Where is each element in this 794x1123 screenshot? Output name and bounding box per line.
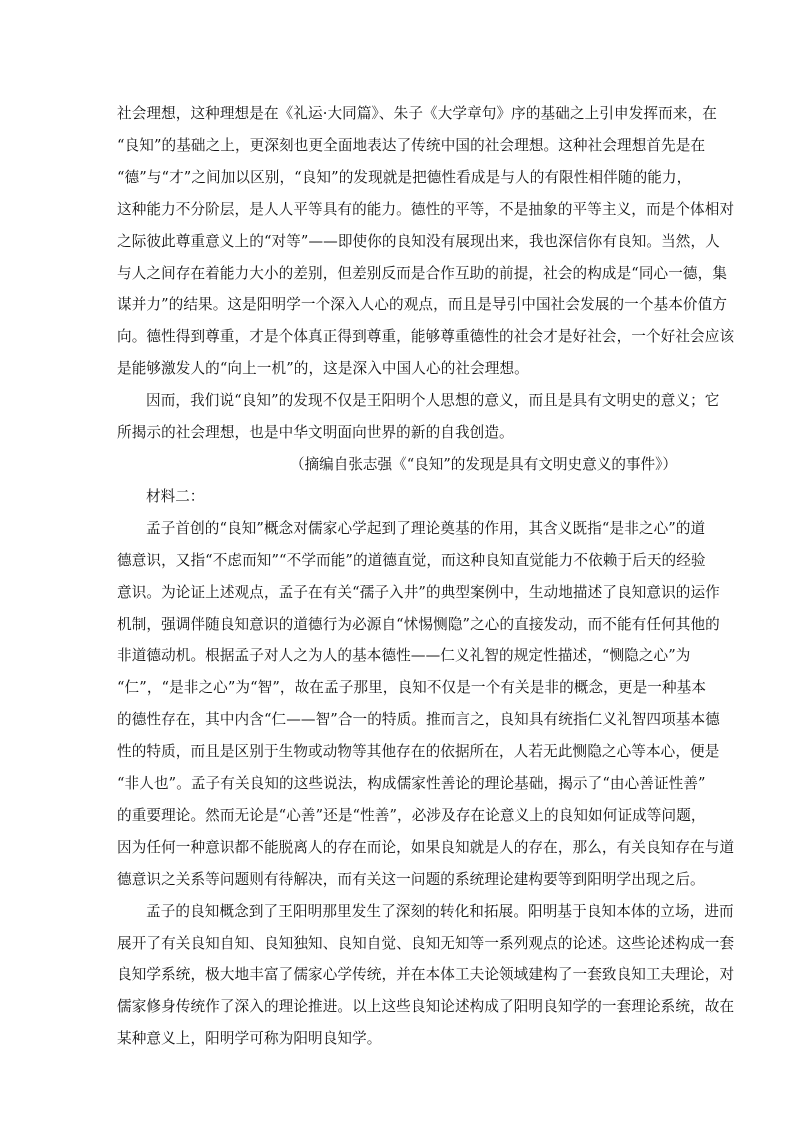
text-line: 与人之间存在着能力大小的差别，但差别反而是合作互助的前提，社会的构成是“同心一德，集 — [117, 264, 728, 282]
text-line: 性的特质，而且是区别于生物或动物等其他存在的依据所在，人若无此恻隐之心等本心，便是 — [117, 743, 720, 761]
paragraph-2 — [117, 385, 720, 449]
text-line: “仁”，“是非之心”为“智”，故在孟子那里，良知不仅是一个有关是非的概念，更是一种基本 — [117, 679, 707, 697]
text-line: 社会理想，这种理想是在《礼运·大同篇》、朱子《大学章句》序的基础之上引申发挥而来，在 — [117, 105, 717, 122]
text-line: 因为任何一种意识都不能脱离人的存在而论，如果良知就是人的存在，那么，有关良知存在与道 — [117, 838, 735, 856]
text-line: 德意识之关系等问题则有待解决，而有关这一问题的系统理论建构要等到阳明学出现之后。 — [117, 870, 705, 888]
text-line: “良知”的基础之上，更深刻也更全面地表达了传统中国的社会理想。这种社会理想首先是在 — [117, 136, 706, 154]
paragraph-3 — [117, 513, 735, 896]
paragraph-4 — [117, 896, 735, 1056]
text-line: 是能够激发人的“向上一机”的，这是深入中国人心的社会理想。 — [117, 360, 529, 378]
text-line: 某种意义上，阳明学可称为阳明良知学。 — [117, 1030, 382, 1048]
text-line: 谋并力”的结果。这是阳明学一个深入人心的观点，而且是导引中国社会发展的一个基本价值方 — [117, 296, 728, 314]
text-line: 这种能力不分阶层，是人人平等具有的能力。德性的平等，不是抽象的平等主义，而是个体相对 — [117, 200, 735, 218]
paragraph-1 — [117, 98, 735, 385]
text-line: “德”与“才”之间加以区别，“良知”的发现就是把德性看成是与人的有限性相伴随的能力， — [117, 168, 692, 186]
text-line: 的重要理论。然而无论是“心善”还是“性善”，必涉及存在论意义上的良知如何证成等问题， — [117, 806, 706, 824]
text-line: 所揭示的社会理想，也是中华文明面向世界的新的自我创造。 — [117, 424, 514, 442]
text-line: 意识。为论证上述观点，孟子在有关“孺子入井”的典型案例中，生动地描述了良知意识的运作 — [117, 583, 720, 601]
text-line: 展开了有关良知自知、良知独知、良知自觉、良知无知等一系列观点的论述。这些论述构成一套 — [117, 934, 735, 952]
section-heading: 材料二： — [146, 487, 205, 505]
text-line: 的德性存在，其中内含“仁——智”合一的特质。推而言之，良知具有统指仁义礼智四项基本德 — [117, 711, 720, 729]
text-line: 之际彼此尊重意义上的“对等”——即使你的良知没有展现出来，我也深信你有良知。当然，人 — [117, 232, 720, 250]
document-body — [117, 98, 735, 1055]
text-line: 机制，强调伴随良知意识的道德行为必源自“怵惕恻隐”之心的直接发动，而不能有任何其他的 — [117, 615, 720, 633]
text-line: 因而，我们说“良知”的发现不仅是王阳明个人思想的意义，而且是具有文明史的意义；它 — [146, 392, 720, 410]
text-line: “非人也”。孟子有关良知的这些说法，构成儒家性善论的理论基础，揭示了“由心善证性善” — [117, 775, 706, 793]
text-line: 向。德性得到尊重，才是个体真正得到尊重，能够尊重德性的社会才是好社会，一个好社会应该 — [117, 328, 735, 346]
source-citation: （摘编自张志强《“良知”的发现是具有文明史意义的事件》） — [289, 455, 677, 473]
text-line: 孟子的良知概念到了王阳明那里发生了深刻的转化和拓展。阳明基于良知本体的立场，进而 — [146, 902, 734, 920]
text-line: 孟子首创的“良知”概念对儒家心学起到了理论奠基的作用，其含义既指“是非之心”的道 — [146, 519, 706, 537]
text-line: 良知学系统，极大地丰富了儒家心学传统，并在本体工夫论领域建构了一套致良知工夫理论，对 — [117, 966, 735, 984]
text-line: 德意识，又指“不虑而知”“不学而能”的道德直觉，而这种良知直觉能力不依赖于后天的经验 — [117, 551, 706, 569]
text-line: 非道德动机。根据孟子对人之为人的基本德性——仁义礼智的规定性描述，“恻隐之心”为 — [117, 647, 691, 665]
text-line: 儒家修身传统作了深入的理论推进。以上这些良知论述构成了阳明良知学的一套理论系统，故在 — [117, 998, 735, 1016]
